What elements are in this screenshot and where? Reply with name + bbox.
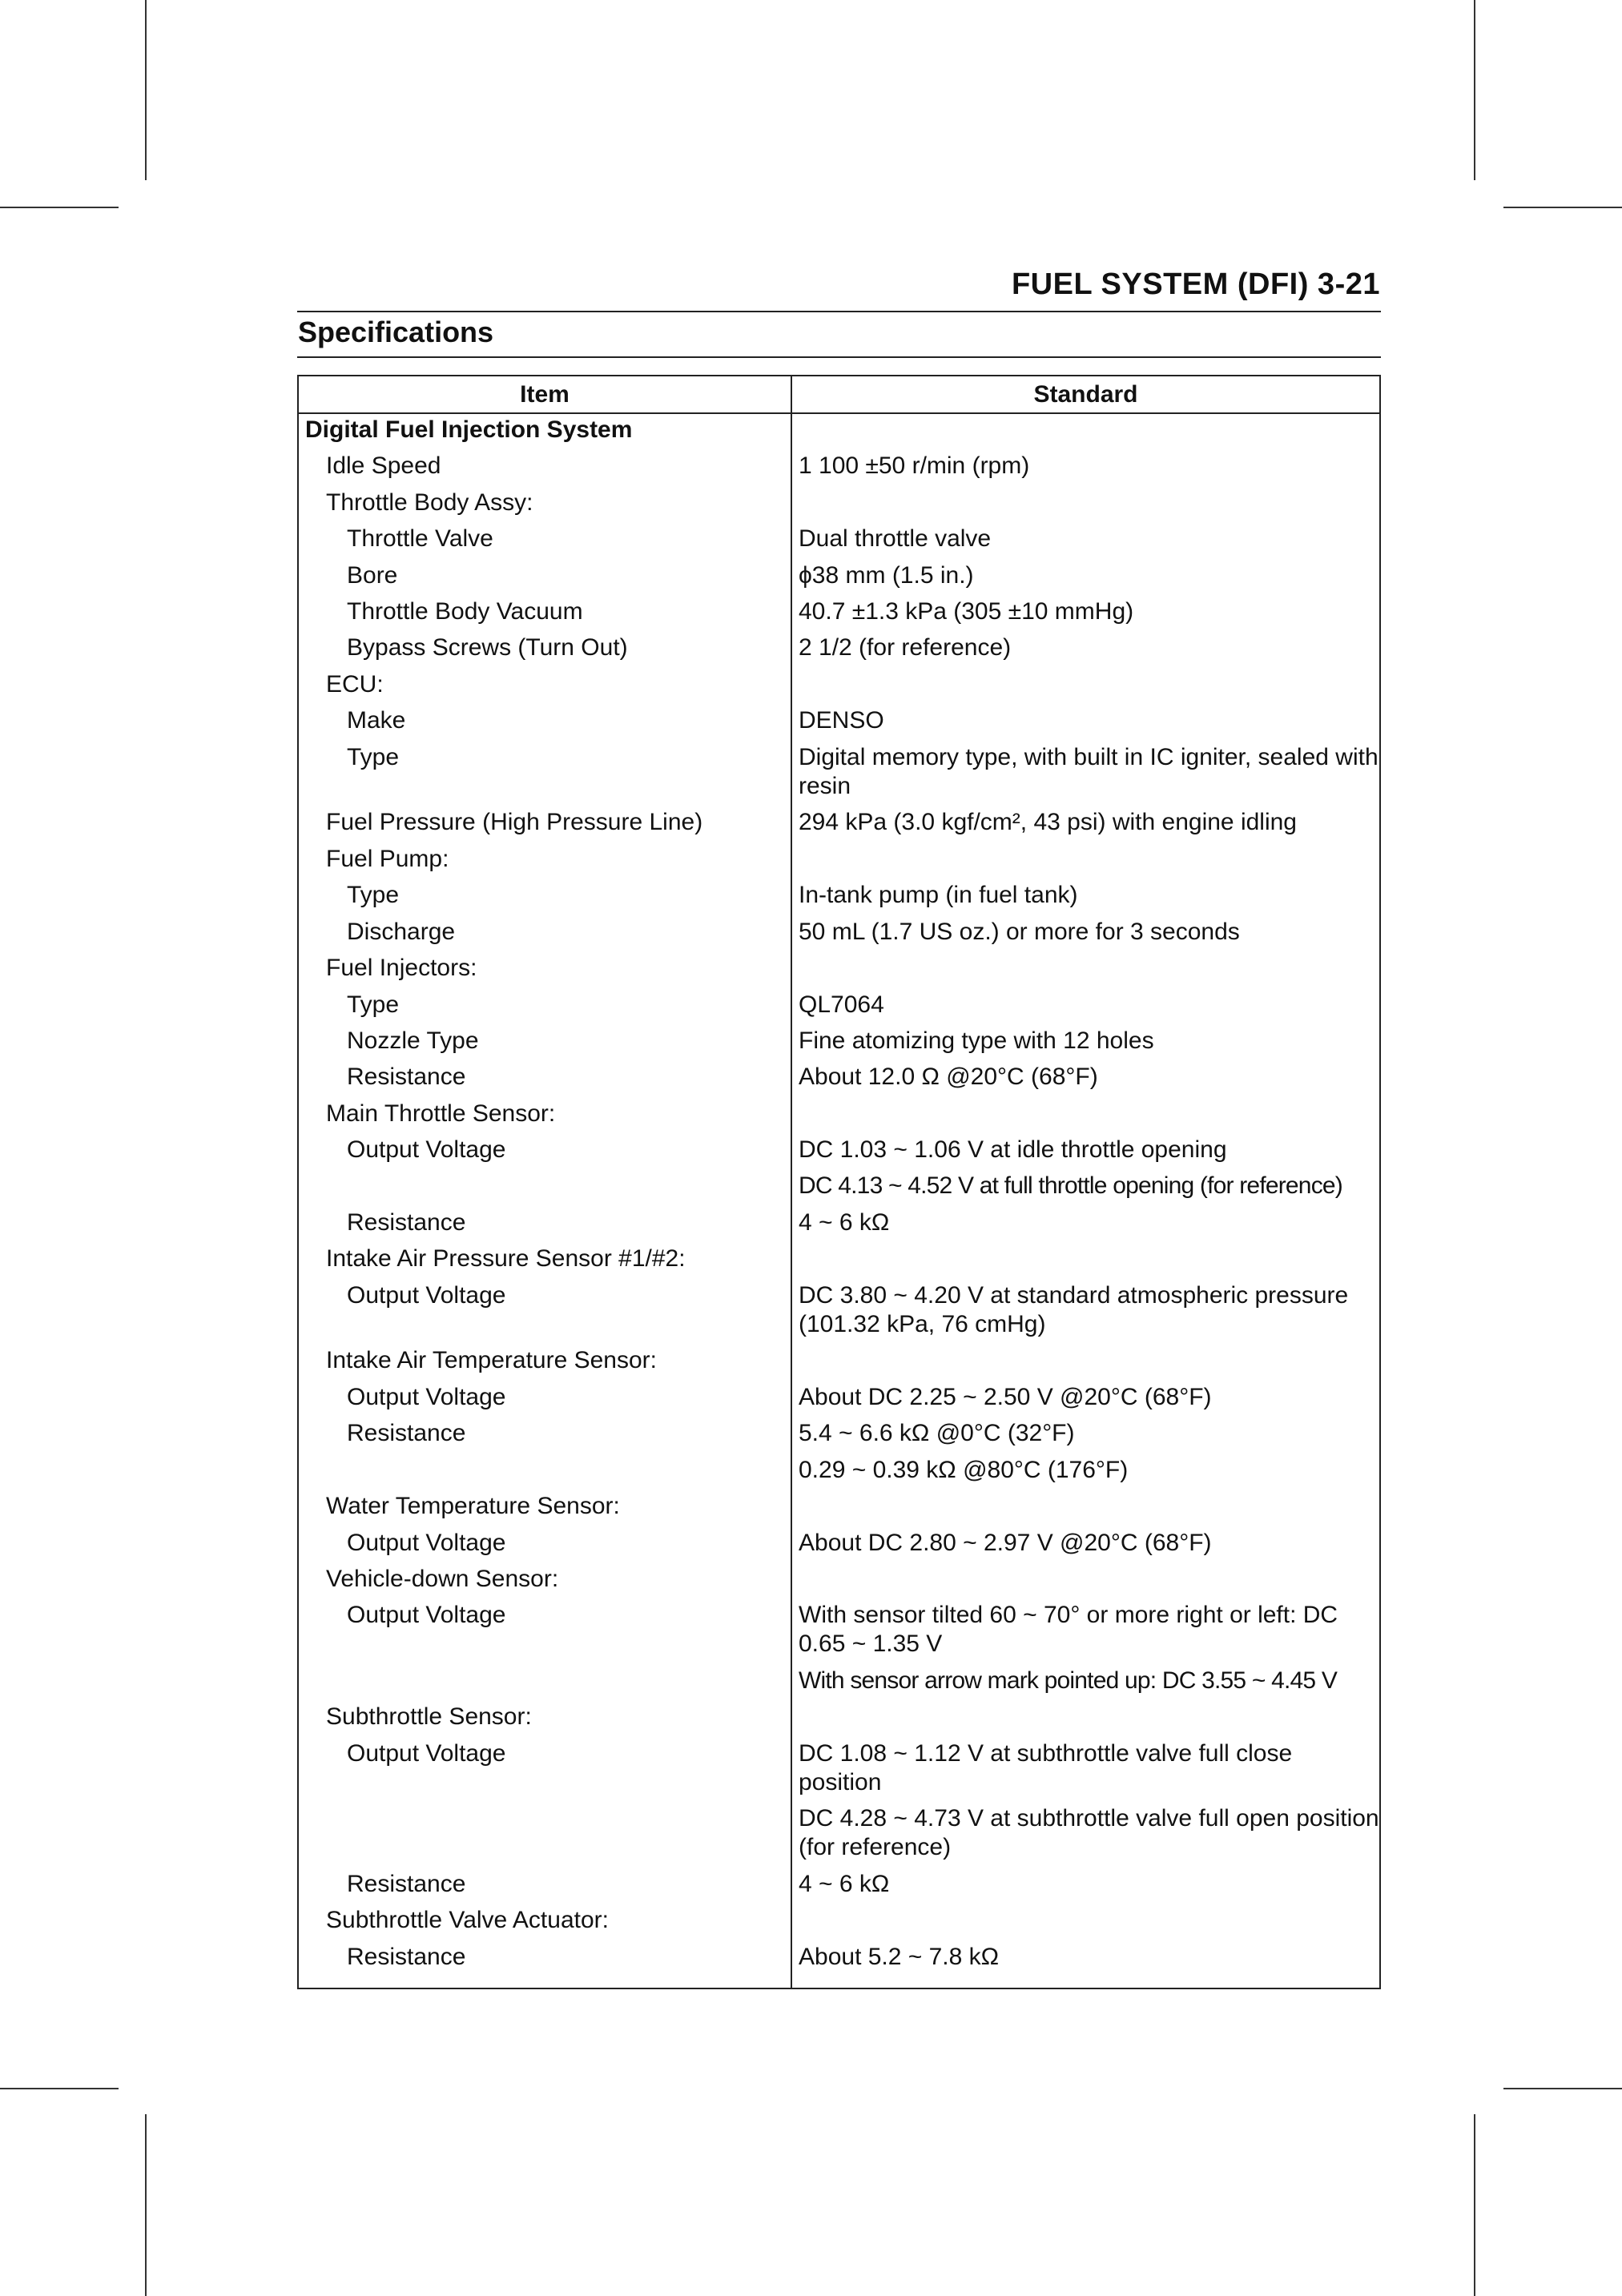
row-item: Subthrottle Sensor: [326, 1703, 532, 1730]
section-title: Specifications [298, 316, 494, 348]
row-standard: 1 100 ±50 r/min (rpm) [799, 452, 1030, 479]
row-item: Subthrottle Valve Actuator: [326, 1907, 609, 1933]
row-standard: DC 3.80 ~ 4.20 V at standard atmospheric pressure (101.32 kPa, 76 cmHg) [799, 1282, 1349, 1337]
row-item: Water Temperature Sensor: [326, 1493, 620, 1519]
row-standard: Dual throttle valve [799, 525, 992, 552]
row-item: Resistance [347, 1944, 466, 1970]
header-row-divider [299, 412, 1379, 414]
row-item: Output Voltage [347, 1384, 506, 1410]
crop-mark [0, 2088, 119, 2089]
row-standard: 294 kPa (3.0 kgf/cm², 43 psi) with engine idling [799, 809, 1297, 835]
row-item: Discharge [347, 919, 456, 945]
row-item: Type [347, 991, 400, 1018]
crop-mark [145, 0, 147, 180]
crop-mark [1474, 2114, 1475, 2296]
row-standard: 50 mL (1.7 US oz.) or more for 3 seconds [799, 919, 1240, 945]
row-standard: About DC 2.25 ~ 2.50 V @20°C (68°F) [799, 1384, 1212, 1410]
row-standard: DC 1.03 ~ 1.06 V at idle throttle opening [799, 1136, 1227, 1163]
row-item: Throttle Body Vacuum [347, 598, 583, 625]
row-standard: ϕ38 mm (1.5 in.) [799, 562, 974, 589]
row-standard: DC 4.13 ~ 4.52 V at full throttle opening (for reference) [799, 1172, 1342, 1199]
row-standard: With sensor tilted 60 ~ 70° or more right or left: DC 0.65 ~ 1.35 V [799, 1602, 1338, 1657]
crop-mark [1474, 0, 1475, 180]
row-standard: 4 ~ 6 kΩ [799, 1871, 890, 1897]
row-standard: With sensor arrow mark pointed up: DC 3.55 ~ 4.45 V [799, 1667, 1338, 1694]
crop-mark [0, 207, 119, 208]
row-standard: QL7064 [799, 991, 884, 1018]
row-item: Throttle Body Assy: [326, 489, 533, 516]
row-standard: DC 4.28 ~ 4.73 V at subthrottle valve full open position (for reference) [799, 1805, 1379, 1860]
section-rule [297, 356, 1381, 358]
crop-mark [1503, 207, 1622, 208]
header-rule [297, 311, 1381, 312]
row-standard: About 12.0 Ω @20°C (68°F) [799, 1064, 1098, 1090]
row-standard: In-tank pump (in fuel tank) [799, 882, 1078, 908]
row-standard: Digital memory type, with built in IC igniter, sealed with resin [799, 744, 1378, 799]
row-item: Nozzle Type [347, 1027, 479, 1054]
crop-mark [1503, 2088, 1622, 2089]
row-item: Type [347, 744, 400, 770]
row-item: Intake Air Pressure Sensor #1/#2: [326, 1245, 686, 1272]
row-standard: 40.7 ±1.3 kPa (305 ±10 mmHg) [799, 598, 1134, 625]
row-standard: 4 ~ 6 kΩ [799, 1209, 890, 1236]
row-item: Type [347, 882, 400, 908]
row-standard: 2 1/2 (for reference) [799, 634, 1012, 661]
row-standard: Fine atomizing type with 12 holes [799, 1027, 1154, 1054]
row-item: ECU: [326, 671, 384, 698]
specifications-table [297, 375, 1381, 1989]
row-item: Vehicle-down Sensor: [326, 1566, 559, 1592]
row-standard: About 5.2 ~ 7.8 kΩ [799, 1944, 1000, 1970]
row-item: Throttle Valve [347, 525, 493, 552]
column-header-item: Item [520, 381, 570, 408]
column-header-standard: Standard [1033, 381, 1138, 408]
row-item: Bypass Screws (Turn Out) [347, 634, 628, 661]
row-standard: About DC 2.80 ~ 2.97 V @20°C (68°F) [799, 1530, 1212, 1556]
page-header-title: FUEL SYSTEM (DFI) 3-21 [1011, 267, 1380, 301]
row-item: Main Throttle Sensor: [326, 1100, 556, 1127]
row-item: Digital Fuel Injection System [305, 416, 633, 443]
row-item: Fuel Pressure (High Pressure Line) [326, 809, 703, 835]
row-item: Resistance [347, 1209, 466, 1236]
row-standard: DC 1.08 ~ 1.12 V at subthrottle valve full close position [799, 1740, 1293, 1795]
row-standard: 0.29 ~ 0.39 kΩ @80°C (176°F) [799, 1457, 1129, 1483]
row-item: Output Voltage [347, 1740, 506, 1767]
row-item: Bore [347, 562, 398, 589]
row-item: Idle Speed [326, 452, 441, 479]
row-item: Resistance [347, 1064, 466, 1090]
row-item: Intake Air Temperature Sensor: [326, 1347, 657, 1373]
row-item: Resistance [347, 1871, 466, 1897]
row-item: Resistance [347, 1420, 466, 1446]
row-item: Output Voltage [347, 1136, 506, 1163]
crop-mark [145, 2114, 147, 2296]
row-item: Output Voltage [347, 1282, 506, 1309]
row-item: Output Voltage [347, 1530, 506, 1556]
row-standard: 5.4 ~ 6.6 kΩ @0°C (32°F) [799, 1420, 1075, 1446]
row-item: Fuel Injectors: [326, 955, 477, 981]
row-standard: DENSO [799, 707, 884, 734]
row-item: Fuel Pump: [326, 846, 449, 872]
row-item: Make [347, 707, 406, 734]
row-item: Output Voltage [347, 1602, 506, 1628]
